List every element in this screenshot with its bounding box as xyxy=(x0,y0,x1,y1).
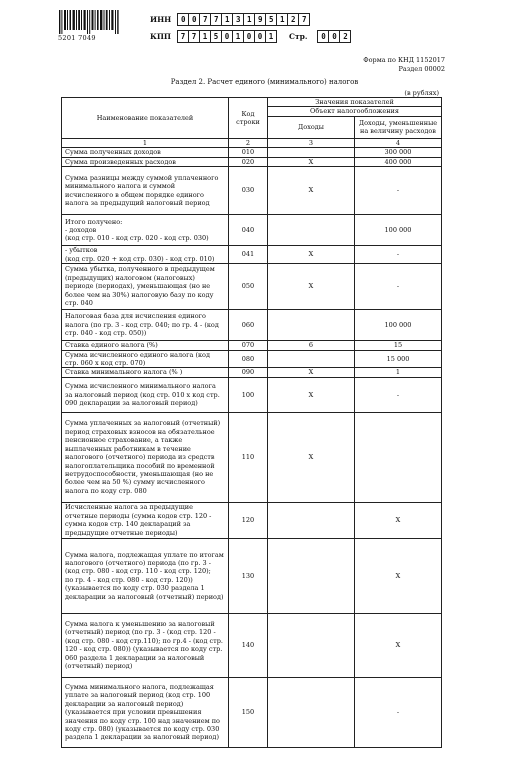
cell-income: X xyxy=(268,412,355,502)
cell-income xyxy=(268,677,355,747)
inn-digit: 0 xyxy=(188,13,199,26)
cell-income: 6 xyxy=(268,341,355,350)
inn-digit: 7 xyxy=(298,13,310,26)
kpp-row xyxy=(150,30,351,43)
cell-name: Ставка минимального налога (% ) xyxy=(62,368,229,377)
cell-code: 041 xyxy=(229,246,268,264)
header-values: Значения показателей xyxy=(268,98,442,107)
table-row xyxy=(62,246,442,264)
cell-income-minus: - xyxy=(355,246,442,264)
cell-name: Сумма исчисленного минимального налога за налоговый период (код стр. 010 х код стр. 090 декларации за налоговый период) xyxy=(62,377,229,412)
page-label: Стр. xyxy=(289,32,308,41)
inn-digit: 5 xyxy=(265,13,276,26)
table-row xyxy=(62,377,442,412)
page-digit: 0 xyxy=(317,30,328,43)
section-title: Раздел 2. Расчет единого (минимального) налогов xyxy=(170,78,359,86)
table-row xyxy=(62,215,442,246)
table-row xyxy=(62,350,442,368)
kpp-digit: 1 xyxy=(199,30,210,43)
cell-code: 040 xyxy=(229,215,268,246)
cell-name: Налоговая база для исчисления единого налога (по гр. 3 - код стр. 040; по гр. 4 - (код стр. 040 - код стр. 050)) xyxy=(62,310,229,341)
page-digit: 0 xyxy=(328,30,339,43)
cell-income xyxy=(268,502,355,538)
table-row xyxy=(62,167,442,215)
table-row xyxy=(62,538,442,613)
cell-code: 060 xyxy=(229,310,268,341)
tax-calculation-table xyxy=(61,97,442,748)
inn-digit: 0 xyxy=(177,13,188,26)
cell-income-minus: - xyxy=(355,377,442,412)
table-row xyxy=(62,412,442,502)
cell-name: Сумма налога к уменьшению за налоговый (отчетный) период (по гр. 3 - (код стр. 120 - (код стр. 080 - код стр.110); по гр.4 - (код стр. 120 - код стр. 080)) (указывается по коду стр. 060 раздела 1 декларации за налоговый (отчетный) период) xyxy=(62,613,229,677)
cell-code: 050 xyxy=(229,264,268,310)
cell-name: Сумма произведенных расходов xyxy=(62,157,229,166)
cell-code: 110 xyxy=(229,412,268,502)
header-income-minus: Доходы, уменьшенные на величину расходов xyxy=(355,116,442,138)
cell-code: 020 xyxy=(229,157,268,166)
inn-digit: 3 xyxy=(232,13,243,26)
cell-income xyxy=(268,538,355,613)
kpp-digit: 0 xyxy=(243,30,254,43)
cell-name: Сумма исчисленного единого налога (код стр. 060 х код стр. 070) xyxy=(62,350,229,368)
cell-income: X xyxy=(268,246,355,264)
cell-income xyxy=(268,350,355,368)
cell-name: Сумма уплаченных за налоговый (отчетный) период страховых взносов на обязательное пенсионное страхование, а также выплаченных работникам в течение налогового (отчетного) периода из средств налогоплательщика пособий по временной нетрудоспособности, уменьшающая (но не более чем на 50 %) сумму исчисленного налога по коду стр. 080 xyxy=(62,412,229,502)
barcode-number: 5201 7049 xyxy=(58,34,96,42)
table-row xyxy=(62,613,442,677)
table-row xyxy=(62,310,442,341)
cell-income xyxy=(268,215,355,246)
inn-digit: 1 xyxy=(243,13,254,26)
units-note: (в рублях) xyxy=(404,89,439,97)
cell-code: 120 xyxy=(229,502,268,538)
cell-code: 130 xyxy=(229,538,268,613)
kpp-digit: 1 xyxy=(265,30,277,43)
colnum-2: 2 xyxy=(229,138,268,147)
page-digit: 2 xyxy=(339,30,351,43)
kpp-digit: 7 xyxy=(188,30,199,43)
cell-income-minus: - xyxy=(355,167,442,215)
cell-code: 150 xyxy=(229,677,268,747)
cell-income-minus: 15 000 xyxy=(355,350,442,368)
cell-name: Ставка единого налога (%) xyxy=(62,341,229,350)
kpp-digit: 0 xyxy=(221,30,232,43)
cell-name: Сумма минимального налога, подлежащая уплате за налоговый период (код стр. 100 декларации за налоговый период) (указывается при условии превышения значения по коду стр. 100 над значением по коду стр. 080) (указывается по коду стр. 030 раздела 1 декларации за налоговый период) xyxy=(62,677,229,747)
colnum-1: 1 xyxy=(62,138,229,147)
kpp-cells xyxy=(177,30,277,43)
form-code: Форма по КНД 1152017 xyxy=(363,56,445,64)
kpp-label: КПП xyxy=(150,32,171,41)
cell-income-minus: 1 xyxy=(355,368,442,377)
inn-label: ИНН xyxy=(150,15,172,24)
header-object: Объект налогообложения xyxy=(268,107,442,116)
inn-digit: 1 xyxy=(276,13,287,26)
table-row xyxy=(62,157,442,166)
cell-name: Исчисленные налога за предыдущие отчетные периоды (сумма кодов стр. 120 - сумма кодов стр. 140 деклараций за предыдущие отчетные периоды) xyxy=(62,502,229,538)
cell-income xyxy=(268,613,355,677)
inn-digit: 7 xyxy=(199,13,210,26)
page-cells xyxy=(317,30,351,43)
section-code: Раздел 00002 xyxy=(398,65,445,73)
table-row xyxy=(62,148,442,157)
cell-income-minus: 100 000 xyxy=(355,215,442,246)
inn-digit: 9 xyxy=(254,13,265,26)
cell-income xyxy=(268,148,355,157)
kpp-digit: 1 xyxy=(232,30,243,43)
cell-income-minus: - xyxy=(355,264,442,310)
cell-income-minus: - xyxy=(355,677,442,747)
kpp-digit: 5 xyxy=(210,30,221,43)
table-row xyxy=(62,264,442,310)
cell-income-minus: 100 000 xyxy=(355,310,442,341)
inn-cells xyxy=(177,13,310,26)
inn-digit: 7 xyxy=(210,13,221,26)
cell-income: X xyxy=(268,264,355,310)
table-row xyxy=(62,368,442,377)
inn-digit: 2 xyxy=(287,13,298,26)
inn-row xyxy=(150,13,310,26)
cell-name: Сумма разницы между суммой уплаченного минимального налога и суммой исчисленного в общем порядке единого налога за предыдущий налоговый период xyxy=(62,167,229,215)
header-code: Код строки xyxy=(229,98,268,139)
colnum-4: 4 xyxy=(355,138,442,147)
cell-code: 030 xyxy=(229,167,268,215)
cell-income-minus xyxy=(355,412,442,502)
cell-income: X xyxy=(268,157,355,166)
cell-name: Сумма убытка, полученного в предыдущем (предыдущих) налоговом (налоговых) периоде (периодах), уменьшающая (но не более чем на 30%) налоговую базу по коду стр. 040 xyxy=(62,264,229,310)
cell-income-minus: X xyxy=(355,613,442,677)
cell-code: 090 xyxy=(229,368,268,377)
cell-name: - убытков (код стр. 020 + код стр. 030) - код стр. 010) xyxy=(62,246,229,264)
kpp-digit: 0 xyxy=(254,30,265,43)
cell-income-minus: 300 000 xyxy=(355,148,442,157)
cell-income-minus: X xyxy=(355,538,442,613)
cell-code: 140 xyxy=(229,613,268,677)
cell-code: 080 xyxy=(229,350,268,368)
table-row xyxy=(62,677,442,747)
cell-name: Сумма полученных доходов xyxy=(62,148,229,157)
cell-name: Итого получено: - доходов (код стр. 010 - код стр. 020 - код стр. 030) xyxy=(62,215,229,246)
cell-income-minus: X xyxy=(355,502,442,538)
cell-code: 070 xyxy=(229,341,268,350)
cell-code: 100 xyxy=(229,377,268,412)
cell-income-minus: 400 000 xyxy=(355,157,442,166)
cell-name: Сумма налога, подлежащая уплате по итогам налогового (отчетного) периода (по гр. 3 - (код стр. 080 - код стр. 110 - код стр. 120); по гр. 4 - код стр. 080 - код стр. 120)) (указывается по коду стр. 030 раздела 1 декларации за налоговый (отчетный) период) xyxy=(62,538,229,613)
table-row xyxy=(62,341,442,350)
cell-income: X xyxy=(268,167,355,215)
header-income: Доходы xyxy=(268,116,355,138)
header-name: Наименование показателей xyxy=(62,98,229,139)
inn-digit: 1 xyxy=(221,13,232,26)
cell-income-minus: 15 xyxy=(355,341,442,350)
cell-income xyxy=(268,310,355,341)
table-row xyxy=(62,502,442,538)
kpp-digit: 7 xyxy=(177,30,188,43)
cell-income: X xyxy=(268,368,355,377)
cell-income: X xyxy=(268,377,355,412)
colnum-3: 3 xyxy=(268,138,355,147)
barcode xyxy=(59,10,119,34)
cell-code: 010 xyxy=(229,148,268,157)
